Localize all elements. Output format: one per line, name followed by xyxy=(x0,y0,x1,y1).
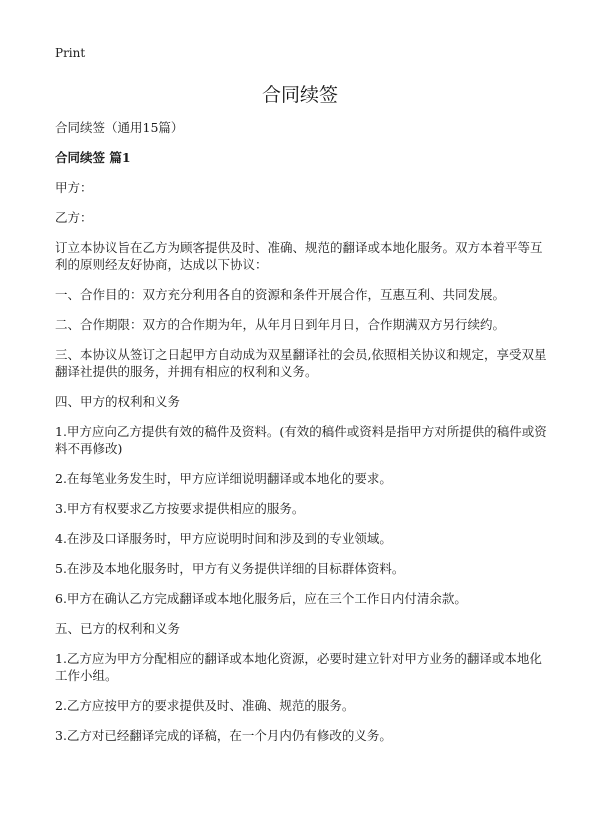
section-heading: 合同续签 篇1 xyxy=(55,150,131,165)
party-a-item-3: 3.甲方有权要求乙方按要求提供相应的服务。 xyxy=(55,501,305,516)
party-a-item-1: 1.甲方应向乙方提供有效的稿件及资料。(有效的稿件或资料是指甲方对所提供的稿件或资料不再修改) xyxy=(55,424,547,456)
party-a-item-4: 4.在涉及口译服务时，甲方应说明时间和涉及到的专业领域。 xyxy=(55,531,392,546)
party-a-line: 甲方： xyxy=(55,180,93,195)
document-body xyxy=(55,119,550,757)
section-party-a-rights: 四、甲方的权利和义务 xyxy=(55,394,181,409)
print-link[interactable]: Print xyxy=(55,46,86,60)
party-b-item-3: 3.乙方对已经翻译完成的译稿，在一个月内仍有修改的义务。 xyxy=(55,728,392,743)
clause-membership: 三、本协议从签订之日起甲方自动成为双星翻译社的会员,依照相关协议和规定，享受双星翻译社提供的服务，并拥有相应的权利和义务。 xyxy=(55,347,547,379)
party-b-line: 乙方： xyxy=(55,210,93,225)
section-party-b-rights: 五、已方的权利和义务 xyxy=(55,621,181,636)
document-subtitle: 合同续签（通用15篇） xyxy=(55,120,184,135)
party-a-item-2: 2.在每笔业务发生时，甲方应详细说明翻译或本地化的要求。 xyxy=(55,471,392,486)
party-b-item-2: 2.乙方应按甲方的要求提供及时、准确、规范的服务。 xyxy=(55,698,355,713)
clause-term: 二、合作期限：双方的合作期为年，从年月日到年月日，合作期满双方另行续约。 xyxy=(55,317,506,332)
party-a-item-5: 5.在涉及本地化服务时，甲方有义务提供详细的目标群体资料。 xyxy=(55,561,405,576)
party-b-item-1: 1.乙方应为甲方分配相应的翻译或本地化资源，必要时建立针对甲方业务的翻译或本地化工作小组。 xyxy=(55,651,542,683)
clause-purpose: 一、合作目的：双方充分利用各自的资源和条件开展合作，互惠互利、共同发展。 xyxy=(55,287,506,302)
party-a-item-6: 6.甲方在确认乙方完成翻译或本地化服务后，应在三个工作日内付清余款。 xyxy=(55,591,467,606)
document-title: 合同续签 xyxy=(261,84,338,106)
agreement-preamble: 订立本协议旨在乙方为顾客提供及时、准确、规范的翻译或本地化服务。双方本着平等互利的原则经友好协商，达成以下协议： xyxy=(55,240,543,272)
